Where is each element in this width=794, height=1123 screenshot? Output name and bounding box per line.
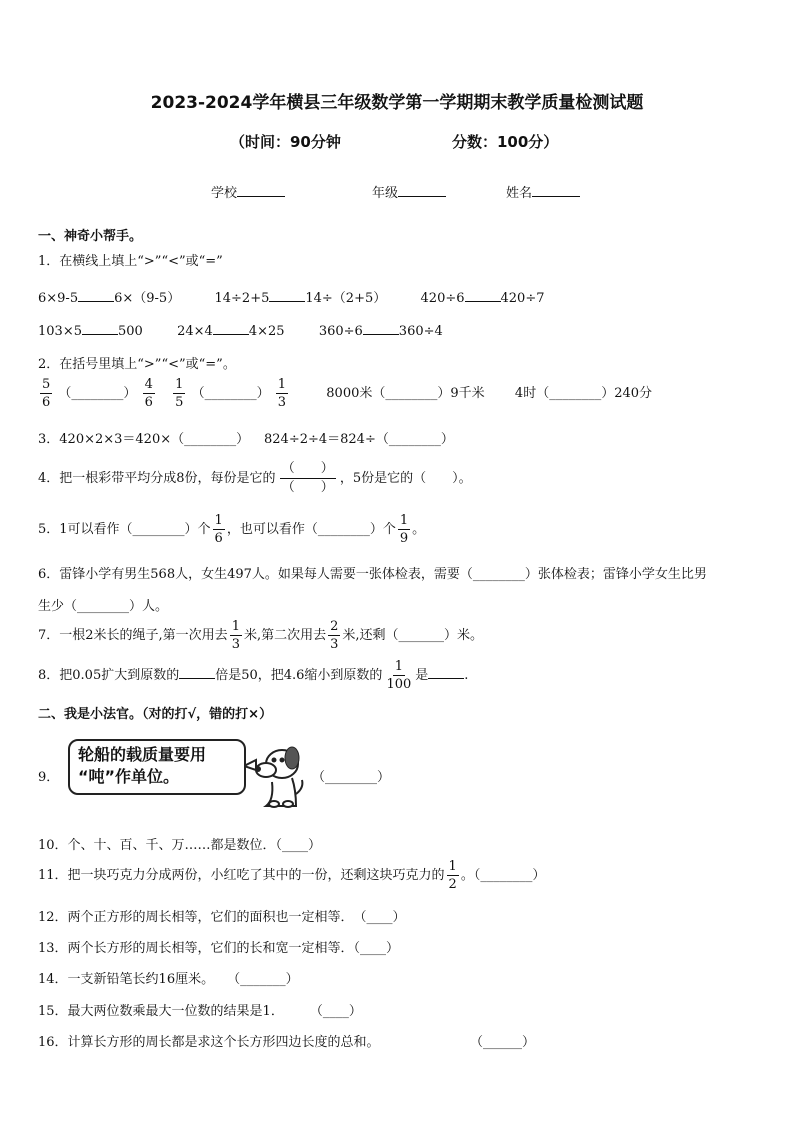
question-8: 8．把0.05扩大到原数的 倍是50，把4.6缩小到原数的 $\frac{1}{100}$ 是 .	[38, 659, 469, 692]
question-10: 10．个、十、百、千、万……都是数位．（____）	[38, 838, 322, 853]
dog-illustration	[244, 736, 306, 808]
section-2-heading: 二、我是小法官。（对的打√，错的打×）	[38, 707, 273, 722]
question-14: 14．一支新铅笔长约16厘米。 （_______）	[38, 972, 299, 987]
answer-blank[interactable]	[78, 289, 114, 302]
grade-field[interactable]	[372, 182, 446, 201]
question-11: 11．把一块巧克力分成两份，小红吃了其中的一份，还剩这块巧克力的 $\frac{1}{2}$ 。（________）	[38, 859, 546, 892]
question-3a: 3．420×2×3＝420×（________）	[38, 432, 250, 447]
school-field[interactable]	[211, 182, 285, 201]
question-2: 2．在括号里填上“>”“<”或“=”。	[38, 357, 236, 372]
bubble-line-2: “吨”作单位。	[78, 767, 180, 786]
q1-row-1: 6×9-5 6×（9-5） 14÷2+5 14÷（2+5） 420÷6 420÷7	[38, 291, 545, 306]
question-15: 15．最大两位数乘最大一位数的结果是1． （____）	[38, 1004, 362, 1019]
question-9-number: 9．	[38, 770, 60, 785]
answer-blank[interactable]	[213, 322, 249, 335]
grade-label: 年级	[372, 186, 399, 201]
q1-row-2: 103×5 500 24×4 4×25 360÷6 360÷4	[38, 324, 443, 339]
school-label: 学校	[211, 186, 238, 201]
q9-answer[interactable]: （________）	[312, 770, 391, 785]
answer-blank[interactable]	[179, 666, 215, 679]
q16-answer[interactable]: （______）	[470, 1035, 536, 1050]
answer-blank[interactable]	[363, 322, 399, 335]
question-7: 7．一根2米长的绳子,第一次用去 $\frac{1}{3}$ 米,第二次用去 $\frac{2}{3}$ 米,还剩（_______）米。	[38, 619, 484, 652]
speech-bubble	[68, 739, 246, 795]
bubble-line-1: 轮船的载质量要用	[78, 745, 207, 764]
question-16: 16．计算长方形的周长都是求这个长方形四边长度的总和。	[38, 1035, 380, 1050]
page-title: 2023-2024学年横县三年级数学第一学期期末教学质量检测试题	[150, 93, 644, 113]
question-3b: 824÷2÷4＝824÷（________）	[264, 432, 454, 447]
question-12: 12．两个正方形的周长相等，它们的面积也一定相等． （____）	[38, 910, 406, 925]
question-6b: 生少（________）人。	[38, 599, 169, 614]
question-4: 4．把一根彩带平均分成8份，每份是它的 $\frac{( )}{( )}$ ，5份是它的（ ）。	[38, 461, 472, 496]
name-label: 姓名	[506, 186, 533, 201]
answer-blank[interactable]	[269, 289, 305, 302]
answer-blank[interactable]	[465, 289, 501, 302]
score-info: 分数：100分）	[452, 133, 559, 151]
q2-items: $\frac{5}{6}$ （________） $\frac{4}{6}$ $\frac{1}{5}$ （________） $\frac{1}{3}$ 8000米（________）9千米 4时（________）240分	[42, 377, 653, 410]
question-5: 5．1可以看作（________）个 $\frac{1}{6}$ ，也可以看作（________）个 $\frac{1}{9}$ 。	[38, 513, 426, 546]
question-13: 13．两个长方形的周长相等，它们的长和宽一定相等．（____）	[38, 941, 400, 956]
question-1: 1．在横线上填上“>”“<”或“=”	[38, 254, 223, 269]
time-info: （时间：90分钟	[230, 133, 341, 151]
answer-blank[interactable]	[428, 666, 464, 679]
answer-blank[interactable]	[82, 322, 118, 335]
name-field[interactable]	[506, 182, 580, 201]
section-1-heading: 一、神奇小帮手。	[38, 229, 143, 244]
question-6a: 6．雷锋小学有男生568人，女生497人。如果每人需要一张体检表，需要（________）张体检表；雷锋小学女生比男	[38, 567, 707, 582]
